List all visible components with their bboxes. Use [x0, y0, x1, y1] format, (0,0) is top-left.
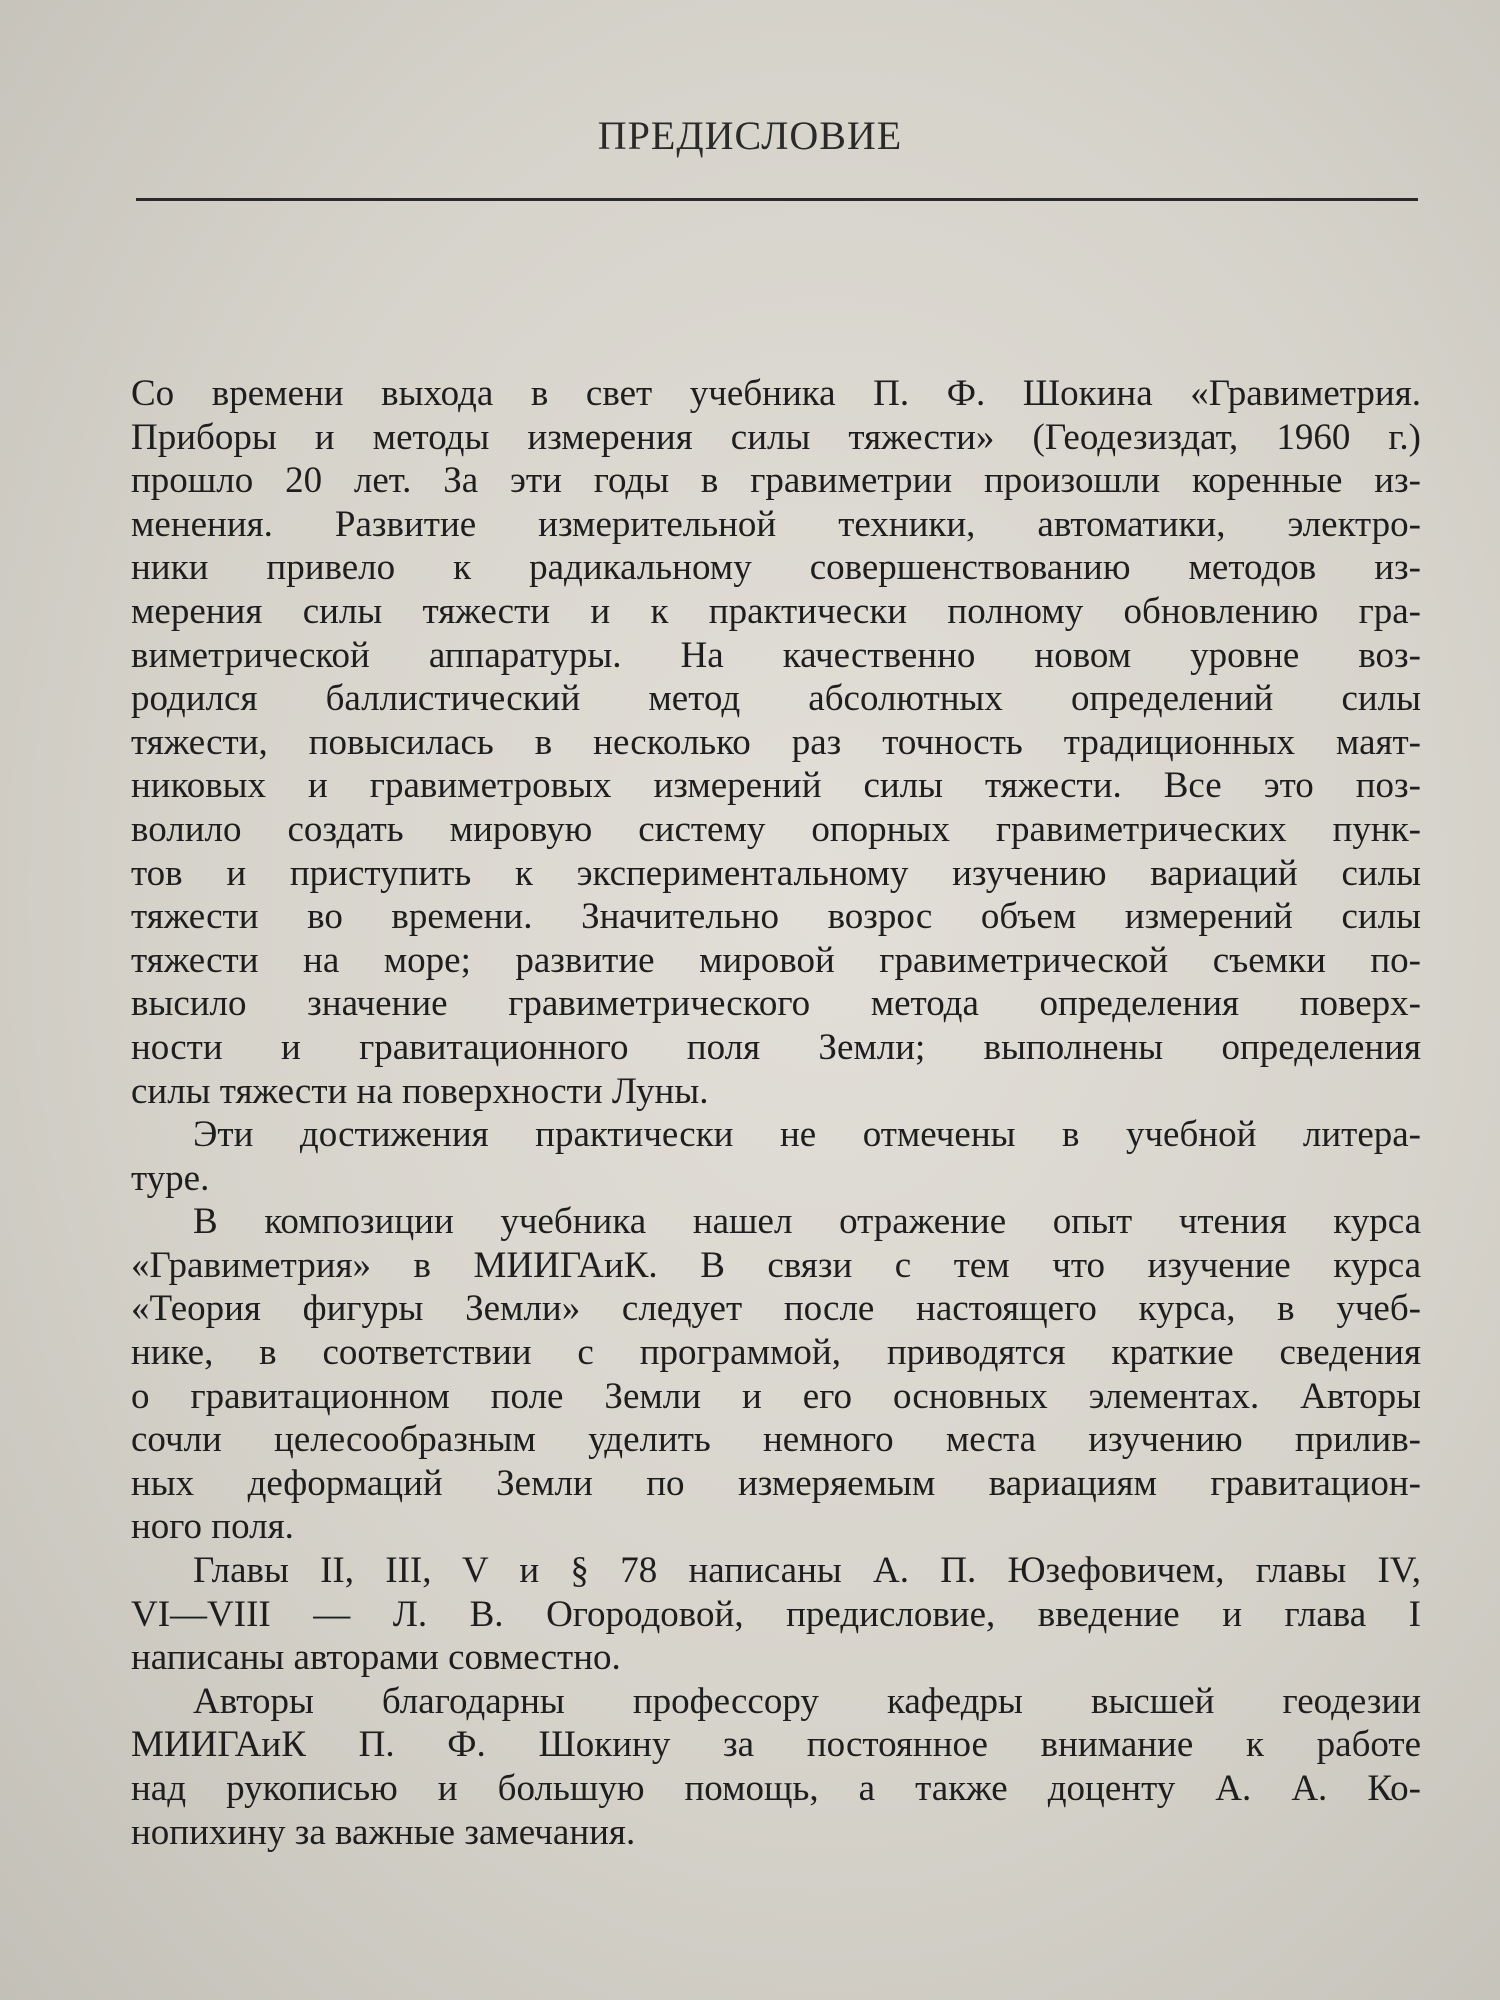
paragraph-1-line: ности и гравитационного поля Земли; выполнены определения: [131, 1026, 1421, 1068]
paragraph-3-line: «Гравиметрия» в МИИГАиК. В связи с тем что изучение курса: [131, 1244, 1421, 1286]
paragraph-1-line: силы тяжести на поверхности Луны.: [131, 1070, 709, 1112]
paragraph-4-line: VI—VIII — Л. В. Огородовой, предисловие, введение и глава I: [131, 1593, 1421, 1635]
paragraph-3-line: «Теория фигуры Земли» следует после настоящего курса, в учеб-: [131, 1288, 1421, 1330]
paragraph-3-line: ных деформаций Земли по измеряемым вариациям гравитацион-: [131, 1462, 1421, 1504]
paragraph-1-line: мерения силы тяжести и к практически полному обновлению гра-: [131, 590, 1421, 632]
paragraph-2-line: Эти достижения практически не отмечены в учебной литера-: [193, 1114, 1421, 1156]
paragraph-4-line: Главы II, III, V и § 78 написаны А. П. Юзефовичем, главы IV,: [193, 1550, 1421, 1592]
paragraph-1-line: виметрической аппаратуры. На качественно новом уровне воз-: [131, 634, 1421, 676]
preface-body: [131, 372, 1421, 1854]
paragraph-1-line: тяжести на море; развитие мировой гравиметрической съемки по-: [131, 939, 1421, 981]
paragraph-1-line: тяжести, повысилась в несколько раз точность традиционных маят-: [131, 721, 1421, 763]
paragraph-3-line: В композиции учебника нашел отражение опыт чтения курса: [193, 1201, 1421, 1243]
paragraph-1-line: Со времени выхода в свет учебника П. Ф. Шокина «Гравиметрия.: [131, 373, 1421, 414]
page-title: ПРЕДИСЛОВИЕ: [597, 113, 903, 158]
paragraph-3-line: нике, в соответствии с программой, приводятся краткие сведения: [131, 1332, 1421, 1374]
paragraph-1-line: никовых и гравиметровых измерений силы тяжести. Все это поз-: [131, 765, 1421, 807]
paragraph-5-line: Авторы благодарны профессору кафедры высшей геодезии: [193, 1680, 1421, 1722]
paragraph-1-line: родился баллистический метод абсолютных определений силы: [131, 678, 1421, 720]
paragraph-3-line: сочли целесообразным уделить немного места изучению прилив-: [131, 1419, 1421, 1461]
paragraph-5-line: над рукописью и большую помощь, а также доценту А. А. Ко-: [131, 1768, 1421, 1809]
paragraph-5-line: МИИГАиК П. Ф. Шокину за постоянное внимание к работе: [131, 1724, 1421, 1766]
paragraph-4-line: написаны авторами совместно.: [131, 1637, 621, 1679]
paragraph-1-line: менения. Развитие измерительной техники, автоматики, электро-: [131, 503, 1421, 545]
paragraph-3-line: о гравитационном поле Земли и его основных элементах. Авторы: [131, 1375, 1421, 1417]
paragraph-1-line: волило создать мировую систему опорных гравиметрических пунк-: [131, 808, 1421, 850]
paragraph-3-line: ного поля.: [131, 1506, 294, 1548]
paragraph-1-line: ники привело к радикальному совершенствованию методов из-: [131, 547, 1421, 589]
paragraph-1-line: Приборы и методы измерения силы тяжести» (Геодезиздат, 1960 г.): [131, 416, 1421, 458]
paragraph-1-line: высило значение гравиметрического метода определения поверх-: [131, 983, 1421, 1025]
title-rule: [136, 198, 1418, 201]
paragraph-2-line: туре.: [131, 1157, 210, 1199]
paragraph-1-line: тяжести во времени. Значительно возрос объем измерений силы: [131, 896, 1421, 938]
paragraph-1-line: тов и приступить к экспериментальному изучению вариаций силы: [131, 852, 1421, 894]
paragraph-5-line: нопихину за важные замечания.: [131, 1811, 636, 1853]
paragraph-1-line: прошло 20 лет. За эти годы в гравиметрии произошли коренные из-: [131, 460, 1421, 502]
